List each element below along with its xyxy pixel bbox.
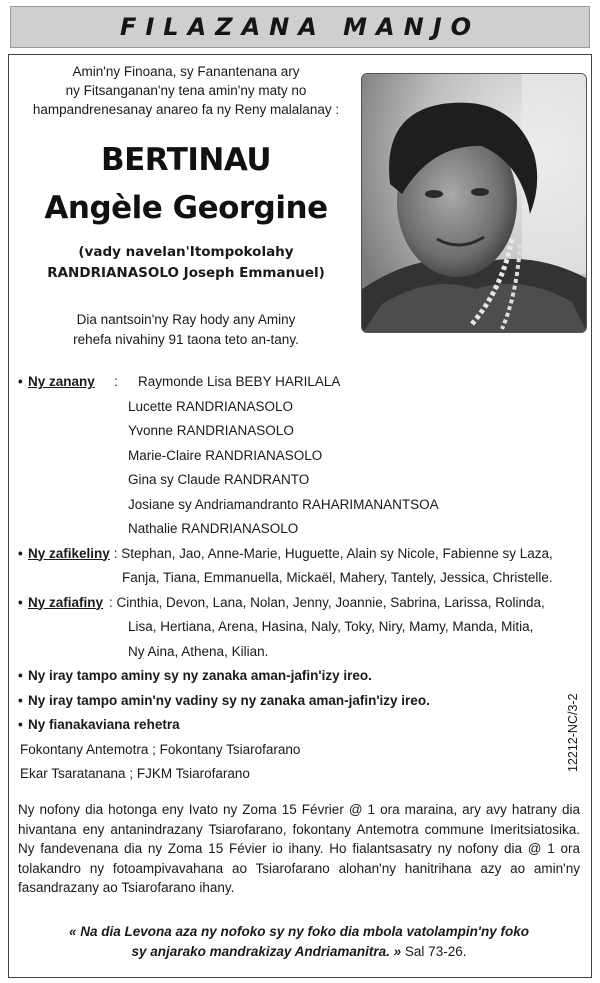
deceased-given-names: Angèle Georgine	[44, 190, 328, 226]
zafiafiny-row	[18, 591, 588, 616]
quote-reference: Sal 73-26.	[404, 944, 467, 959]
bullet: •	[18, 374, 23, 389]
intro-line: ny Fitsanganan'ny tena amin'ny maty no	[65, 83, 307, 98]
reference-code	[566, 676, 584, 772]
family-list	[18, 370, 588, 787]
intro-text	[18, 62, 354, 119]
quote-line: sy anjarako mandrakizay Andriamanitra. »	[131, 944, 402, 959]
child-name: Josiane sy Andriamandranto RAHARIMANANTSOA	[128, 496, 439, 512]
zafikeliny-row	[18, 542, 588, 567]
place-line: Fokontany Antemotra ; Fokontany Tsiarofarano	[20, 741, 301, 757]
death-line: Dia nantsoin'ny Ray hody any Aminy	[76, 312, 296, 327]
zafiafiny-line: Ny Aina, Athena, Kilian.	[128, 643, 269, 659]
child-name: Lucette RANDRIANASOLO	[128, 398, 294, 414]
bullet: •	[18, 717, 23, 732]
siblings-row	[18, 664, 588, 689]
zafikeliny-line: Fanja, Tiana, Emmanuella, Mickaël, Mahery, Tantely, Jessica, Christelle.	[122, 570, 553, 585]
spouse-line: (vady navelan'Itompokolahy	[78, 244, 294, 260]
zafikeliny-line: : Stephan, Jao, Anne-Marie, Huguette, Alain sy Nicole, Fabienne sy Laza,	[113, 545, 553, 561]
deceased-surname: BERTINAU	[100, 142, 272, 178]
quote-line: « Na dia Levona aza ny nofoko sy ny foko dia mbola vatolampin'ny foko	[68, 924, 530, 939]
death-info	[18, 310, 354, 350]
bullet: •	[18, 545, 23, 561]
zafiafiny-line: Lisa, Hertiana, Arena, Hasina, Naly, Toky, Niry, Mamy, Manda, Mitia,	[128, 619, 534, 634]
header-title: FILAZANA MANJO	[119, 13, 481, 41]
intro-line: Amin'ny Finoana, sy Fanantenana ary	[72, 64, 300, 79]
bullet: •	[18, 668, 23, 683]
whole-family-text: Ny fianakaviana rehetra	[28, 717, 180, 732]
child-name: Raymonde Lisa BEBY HARILALA	[138, 374, 341, 389]
whole-family-row	[18, 713, 588, 738]
child-name: Nathalie RANDRIANASOLO	[128, 521, 299, 536]
spouse-siblings-row	[18, 689, 588, 714]
spouse-siblings-text: Ny iray tampo amin'ny vadiny sy ny zanaka aman-jafin'izy ireo.	[28, 692, 430, 708]
death-line: rehefa nivahiny 91 taona teto an-tany.	[73, 332, 299, 347]
zafiafiny-label: Ny zafiafiny	[28, 594, 104, 610]
portrait-photo-icon	[362, 74, 587, 333]
child-name: Gina sy Claude RANDRANTO	[128, 472, 310, 487]
child-name: Yvonne RANDRIANASOLO	[128, 423, 294, 438]
scripture-quote	[18, 922, 580, 962]
siblings-text: Ny iray tampo aminy sy ny zanaka aman-jafin'izy ireo.	[28, 668, 372, 683]
zafikeliny-label: Ny zafikeliny	[28, 545, 110, 561]
zanany-separator: :	[114, 374, 118, 389]
funeral-notice: Ny nofony dia hotonga eny Ivato ny Zoma 15 Février @ 1 ora maraina, ary avy hatrany dia hivantana eny antanindrazany Tsiarofarano, fokontany Antemotra commune Imeritsiatosika. Ny fandevenana dia ny Zoma 15 Févier io ihany. Ho fialantsasatry ny nofony dia @ 1 ora tolakandro ny fotoampivavahana ao Tsiarofarano alohan'ny hanitrihana azy ao amin'ny fasandrazany ao Tsiarofarano ihany.	[18, 802, 580, 895]
reference-text: 12212-NC/3-2	[566, 693, 580, 772]
portrait-photo	[361, 73, 587, 333]
intro-line: hampandrenesanay anareo fa ny Reny malalanay :	[32, 102, 340, 117]
zafiafiny-line: : Cinthia, Devon, Lana, Nolan, Jenny, Joannie, Sabrina, Larissa, Rolinda,	[109, 594, 545, 610]
bullet: •	[18, 692, 23, 708]
child-name: Marie-Claire RANDRIANASOLO	[128, 447, 323, 463]
bullet: •	[18, 594, 23, 610]
zanany-label: Ny zanany	[28, 374, 95, 389]
place-line: Ekar Tsaratanana ; FJKM Tsiarofarano	[20, 766, 250, 781]
zanany-row	[18, 370, 588, 395]
spouse-line: RANDRIANASOLO Joseph Emmanuel)	[47, 265, 325, 281]
header-banner	[10, 6, 590, 48]
spouse-info	[18, 242, 354, 284]
